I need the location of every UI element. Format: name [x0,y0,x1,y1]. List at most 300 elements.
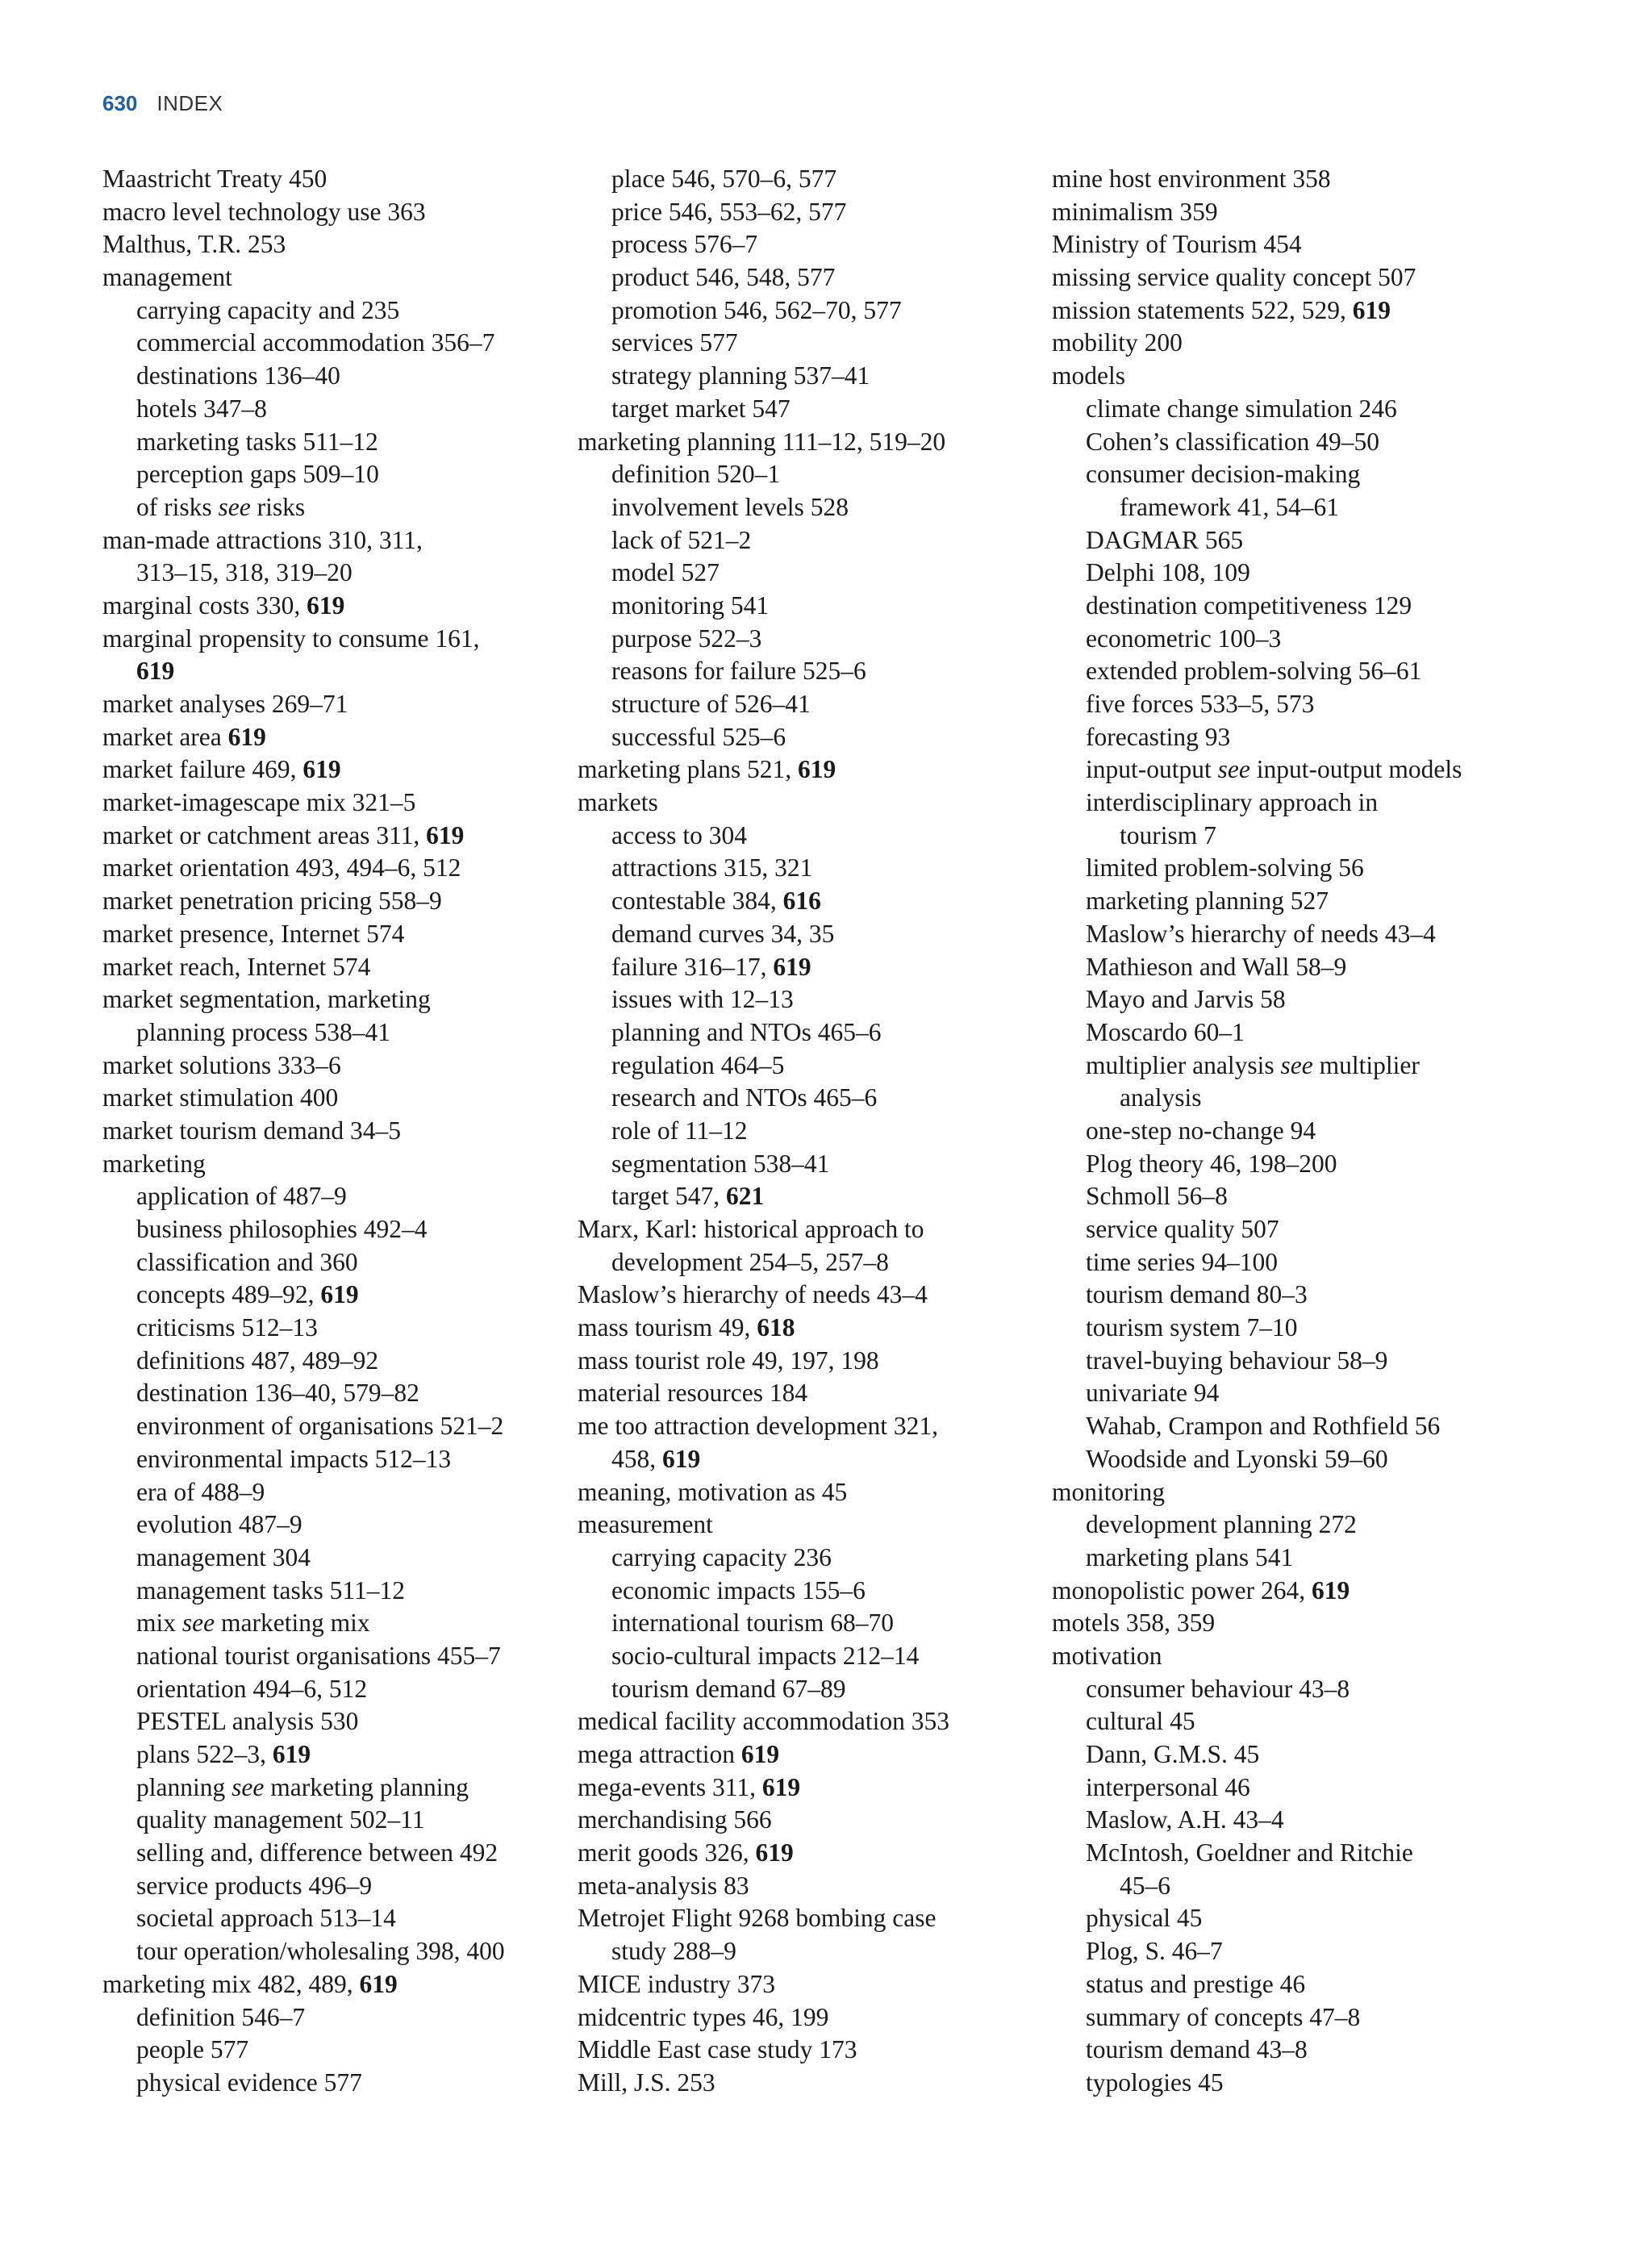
index-subentry [102,1673,554,1706]
index-subentry [578,327,1029,360]
index-subentry [102,1213,554,1246]
entry-text: product 546, 548, 577 [611,263,836,292]
index-column-1 [102,163,554,2100]
index-subentry [1052,2034,1536,2067]
index-entry [1052,1640,1536,1673]
index-subentry [578,1049,1029,1083]
index-subentry [1052,524,1536,557]
entry-text: evolution 487–9 [136,1510,302,1539]
entry-text: meaning, motivation as 45 [578,1477,848,1506]
entry-text: Malthus, T.R. 253 [102,230,286,259]
entry-text: five forces 533–5, 573 [1086,690,1315,718]
see-reference: see [218,492,251,521]
index-subentry [578,1935,1029,1968]
index-entry [102,524,554,557]
bold-page-ref: 619 [136,657,175,686]
entry-text: commercial accommodation 356–7 [136,328,495,357]
entry-text: cultural 45 [1086,1707,1195,1736]
index-subentry [578,1082,1029,1115]
index-subentry [102,1180,554,1213]
entry-text: man-made attractions 310, 311, [102,525,423,554]
entry-text: market area [102,722,228,751]
entry-text: motivation [1052,1641,1162,1670]
see-reference: see [232,1772,265,1801]
entry-text: input-output [1086,755,1218,784]
entry-text: mine host environment 358 [1052,165,1331,193]
index-subentry [102,393,554,426]
entry-text: marketing planning 111–12, 519–20 [578,427,946,456]
index-subentry [1052,1673,1536,1706]
entry-text: marketing planning [264,1772,469,1801]
entry-text: physical evidence 577 [136,2068,362,2097]
bold-page-ref: 619 [359,1969,398,1998]
entry-text: socio-cultural impacts 212–14 [611,1641,920,1670]
index-subentry [1052,721,1536,754]
index-subentry [102,2001,554,2034]
entry-text: Woodside and Lyonski 59–60 [1086,1444,1388,1473]
entry-text: Maslow’s hierarchy of needs 43–4 [1086,919,1436,948]
running-head: INDEX [156,90,223,115]
entry-text: orientation 494–6, 512 [136,1674,368,1703]
index-subentry [1052,1508,1536,1542]
entry-text: segmentation 538–41 [611,1149,830,1178]
index-entry [102,196,554,229]
index-subentry [1052,1837,1536,1870]
entry-text: tourism demand 43–8 [1086,2035,1308,2064]
entry-text: monitoring 541 [611,590,770,620]
entry-text: definition 520–1 [611,460,781,489]
entry-text: concepts 489–92, [136,1280,321,1309]
entry-text: tourism demand 80–3 [1086,1280,1308,1309]
entry-text: target 547, [611,1182,727,1211]
index-entry [102,590,554,623]
entry-text: consumer decision-making [1086,460,1361,489]
index-entry [102,787,554,820]
index-subentry [578,1246,1029,1279]
index-entry [102,1049,554,1083]
entry-text: market reach, Internet 574 [102,952,371,981]
index-entry [102,1115,554,1148]
entry-text: status and prestige 46 [1086,1969,1306,1998]
entry-text: summary of concepts 47–8 [1086,2002,1361,2031]
entry-text: mass tourism 49, [578,1313,757,1342]
index-entry [578,1738,1029,1771]
index-subentry [578,261,1029,294]
index-entry [1052,196,1536,229]
entry-text: definitions 487, 489–92 [136,1346,379,1375]
entry-text: marketing plans 541 [1086,1542,1294,1571]
entry-text: carrying capacity and 235 [136,295,400,324]
entry-text: reasons for failure 525–6 [611,657,866,686]
entry-text: destination 136–40, 579–82 [136,1379,419,1408]
index-entry [578,1213,1029,1246]
entry-text: destinations 136–40 [136,361,340,390]
entry-text: management 304 [136,1542,311,1571]
index-entry [578,1705,1029,1738]
entry-text: McIntosh, Goeldner and Ritchie [1086,1838,1413,1867]
entry-text: market tourism demand 34–5 [102,1116,402,1145]
index-subentry [578,1575,1029,1608]
entry-text: market or catchment areas 311, [102,820,427,849]
index-subentry [1052,918,1536,951]
index-subentry [1052,557,1536,590]
entry-text: markets [578,788,658,817]
entry-text: Ministry of Tourism 454 [1052,230,1302,259]
index-subentry [1052,1771,1536,1805]
entry-text: Plog, S. 46–7 [1086,1937,1223,1966]
entry-text: measurement [578,1510,713,1539]
index-subentry [102,426,554,459]
entry-text: market orientation 493, 494–6, 512 [102,853,461,883]
index-entry [578,1312,1029,1345]
bold-page-ref: 619 [307,590,345,620]
index-subentry [102,1804,554,1837]
entry-text: place 546, 570–6, 577 [611,165,837,193]
index-subentry [578,1640,1029,1673]
index-entry [1052,261,1536,294]
index-subentry [578,393,1029,426]
index-entry [578,1508,1029,1542]
index-entry [578,2067,1029,2100]
index-subentry [1052,1705,1536,1738]
entry-text: time series 94–100 [1086,1247,1278,1276]
entry-text: material resources 184 [578,1379,808,1408]
index-subentry [102,1345,554,1378]
entry-text: purpose 522–3 [611,624,762,653]
entry-text: era of 488–9 [136,1477,265,1506]
index-subentry [102,1870,554,1903]
entry-text: interpersonal 46 [1086,1772,1250,1801]
entry-text: Maastricht Treaty 450 [102,165,327,193]
index-entry [578,2034,1029,2067]
index-entry [1052,163,1536,196]
entry-text: development planning 272 [1086,1510,1357,1539]
index-subentry [102,360,554,393]
entry-text: consumer behaviour 43–8 [1086,1674,1350,1703]
index-subentry [1052,1016,1536,1049]
entry-text: Maslow’s hierarchy of needs 43–4 [578,1280,928,1309]
index-subentry [1052,1312,1536,1345]
entry-text: national tourist organisations 455–7 [136,1641,501,1670]
entry-text: criticisms 512–13 [136,1313,318,1342]
index-entry [1052,1575,1536,1608]
entry-text: application of 487–9 [136,1182,347,1211]
entry-text: tour operation/wholesaling 398, 400 [136,1937,505,1966]
index-entry [102,753,554,787]
entry-text: DAGMAR 565 [1086,525,1244,554]
bold-page-ref: 616 [782,887,821,916]
index-subentry [1052,951,1536,984]
entry-text: management tasks 511–12 [136,1575,406,1604]
entry-text: one-step no-change 94 [1086,1116,1316,1145]
index-entry [102,1148,554,1181]
index-column-2 [578,163,1029,2100]
index-entry [578,1837,1029,1870]
index-subentry [578,983,1029,1016]
bold-page-ref: 619 [320,1280,359,1309]
index-subentry [102,1443,554,1476]
index-entry [102,721,554,754]
entry-text: environmental impacts 512–13 [136,1444,452,1473]
index-entry [578,1870,1029,1903]
index-subentry [1052,1345,1536,1378]
index-subentry [1052,1410,1536,1443]
index-subentry [578,951,1029,984]
entry-text: process 576–7 [611,230,758,259]
entry-text: marginal propensity to consume 161, [102,624,480,653]
entry-text: hotels 347–8 [136,394,267,423]
index-subentry [1052,820,1536,853]
entry-text: MICE industry 373 [578,1969,776,1998]
index-subentry [1052,393,1536,426]
index-subentry [578,1148,1029,1181]
entry-text: services 577 [611,328,738,357]
entry-text: selling and, difference between 492 [136,1838,499,1867]
bold-page-ref: 619 [1311,1575,1350,1604]
entry-text: macro level technology use 363 [102,197,426,226]
entry-text: multiplier [1312,1050,1420,1079]
index-subentry [1052,623,1536,656]
entry-text: marginal costs 330, [102,590,307,620]
index-subentry [578,1180,1029,1213]
page-number: 630 [102,90,138,115]
index-entry [102,623,554,656]
entry-text: international tourism 68–70 [611,1609,894,1638]
index-subentry [1052,1738,1536,1771]
index-subentry [578,1443,1029,1476]
entry-text: planning and NTOs 465–6 [611,1017,882,1046]
entry-text: climate change simulation 246 [1086,394,1397,423]
entry-text: definition 546–7 [136,2002,306,2031]
index-subentry [102,1476,554,1509]
entry-text: study 288–9 [611,1937,736,1966]
entry-text: Maslow, A.H. 43–4 [1086,1805,1284,1834]
bold-page-ref: 619 [761,1772,801,1801]
index-subentry [102,1902,554,1935]
index-entry [578,1476,1029,1509]
bold-page-ref: 621 [726,1182,765,1211]
index-entry [578,787,1029,820]
entry-text: marketing mix 482, 489, [102,1969,360,1998]
index-subentry [102,2067,554,2100]
see-reference: see [1280,1050,1313,1079]
index-subentry [578,885,1029,918]
entry-text: analysis [1120,1083,1202,1112]
index-subentry [102,1312,554,1345]
entry-text: typologies 45 [1086,2068,1224,2097]
index-subentry [1052,753,1536,787]
index-entry [102,951,554,984]
page-header [102,87,223,119]
index-subentry [102,1935,554,1968]
index-subentry [1052,1935,1536,1968]
index-subentry [102,458,554,491]
entry-text: regulation 464–5 [611,1050,785,1079]
index-subentry [102,491,554,524]
entry-text: Mayo and Jarvis 58 [1086,985,1286,1014]
index-subentry [578,852,1029,885]
entry-text: environment of organisations 521–2 [136,1412,504,1441]
index-entry [1052,327,1536,360]
entry-text: marketing tasks 511–12 [136,427,378,456]
index-entry [578,1410,1029,1443]
entry-text: Delphi 108, 109 [1086,558,1250,587]
entry-text: tourism 7 [1120,820,1216,849]
bold-page-ref: 619 [302,755,341,784]
entry-text: Metrojet Flight 9268 bombing case [578,1904,937,1933]
index-subentry [1052,852,1536,885]
entry-text: univariate 94 [1086,1379,1220,1408]
index-entry [1052,1476,1536,1509]
index-entry [102,261,554,294]
index-entry [578,1279,1029,1312]
entry-text: access to 304 [611,820,747,849]
entry-text: monopolistic power 264, [1052,1575,1312,1604]
index-entry [578,1902,1029,1935]
index-subentry [1052,590,1536,623]
bold-page-ref: 619 [740,1740,780,1768]
bold-page-ref: 619 [272,1740,311,1768]
index-subentry [102,557,554,590]
index-subentry [1052,1246,1536,1279]
index-subentry [1052,1279,1536,1312]
entry-text: mega attraction [578,1740,741,1768]
bold-page-ref: 619 [662,1444,701,1473]
entry-text: 313–15, 318, 319–20 [136,558,353,587]
entry-text: framework 41, 54–61 [1120,492,1340,521]
entry-text: Schmoll 56–8 [1086,1182,1228,1211]
entry-text: market analyses 269–71 [102,690,348,718]
entry-text: development 254–5, 257–8 [611,1247,889,1276]
entry-text: minimalism 359 [1052,197,1218,226]
entry-text: models [1052,361,1125,390]
entry-text: failure 316–17, [611,952,774,981]
entry-text: travel-buying behaviour 58–9 [1086,1346,1388,1375]
index-entry [578,753,1029,787]
entry-text: Mill, J.S. 253 [578,2068,715,2097]
entry-text: Dann, G.M.S. 45 [1086,1740,1260,1768]
entry-text: risks [250,492,306,521]
entry-text: market solutions 333–6 [102,1050,341,1079]
index-subentry [578,196,1029,229]
entry-text: me too attraction development 321, [578,1412,938,1441]
entry-text: research and NTOs 465–6 [611,1083,878,1112]
entry-text: successful 525–6 [611,722,786,751]
index-subentry [578,294,1029,328]
entry-text: 45–6 [1120,1871,1170,1900]
bold-page-ref: 619 [797,755,836,784]
entry-text: lack of 521–2 [611,525,752,554]
entry-text: plans 522–3, [136,1740,273,1768]
index-subentry [102,327,554,360]
index-entry [102,1082,554,1115]
entry-text: tourism system 7–10 [1086,1313,1298,1342]
entry-text: management [102,263,232,292]
entry-text: demand curves 34, 35 [611,919,835,948]
entry-text: structure of 526–41 [611,690,811,718]
index-subentry [1052,983,1536,1016]
index-entry [102,820,554,853]
entry-text: model 527 [611,558,720,587]
entry-text: mass tourist role 49, 197, 198 [578,1346,879,1375]
entry-text: promotion 546, 562–70, 577 [611,295,902,324]
entry-text: monitoring [1052,1477,1165,1506]
index-entry [578,1968,1029,2001]
index-subentry [578,721,1029,754]
index-subentry [1052,2067,1536,2100]
entry-text: people 577 [136,2035,249,2064]
entry-text: price 546, 553–62, 577 [611,197,847,226]
bold-page-ref: 619 [1352,295,1391,324]
index-entry [578,1345,1029,1378]
entry-text: economic impacts 155–6 [611,1575,866,1604]
index-column-3 [1052,163,1536,2100]
index-subentry [1052,1804,1536,1837]
index-entry [102,852,554,885]
index-subentry [578,557,1029,590]
index-subentry [1052,1443,1536,1476]
index-subentry [578,590,1029,623]
index-subentry [102,1542,554,1575]
index-entry [1052,360,1536,393]
index-subentry [102,1640,554,1673]
index-entry [102,1968,554,2001]
entry-text: market penetration pricing 558–9 [102,887,442,916]
index-subentry [1052,688,1536,721]
entry-text: mission statements 522, 529, [1052,295,1353,324]
index-subentry [102,1410,554,1443]
entry-text: forecasting 93 [1086,722,1231,751]
entry-text: PESTEL analysis 530 [136,1707,359,1736]
index-entry [578,426,1029,459]
entry-text: limited problem-solving 56 [1086,853,1364,883]
entry-text: contestable 384, [611,887,783,916]
entry-text: market-imagescape mix 321–5 [102,788,416,817]
index-subentry [578,820,1029,853]
bold-page-ref: 619 [227,722,266,751]
entry-text: marketing [102,1149,206,1178]
index-subentry [102,1771,554,1805]
index-subentry [102,1279,554,1312]
index-subentry [1052,655,1536,688]
index-subentry [578,655,1029,688]
entry-text: marketing planning 527 [1086,887,1329,916]
index-subentry [578,360,1029,393]
entry-text: destination competitiveness 129 [1086,590,1412,620]
index-subentry [1052,1213,1536,1246]
index-subentry [578,1542,1029,1575]
index-subentry [578,688,1029,721]
entry-text: mega-events 311, [578,1772,762,1801]
bold-page-ref: 619 [773,952,811,981]
entry-text: Marx, Karl: historical approach to [578,1215,924,1243]
entry-text: missing service quality concept 507 [1052,263,1416,292]
entry-text: mobility 200 [1052,328,1183,357]
entry-text: classification and 360 [136,1247,358,1276]
entry-text: societal approach 513–14 [136,1904,396,1933]
index-entry [1052,1607,1536,1640]
entry-text: perception gaps 509–10 [136,460,379,489]
entry-text: market failure 469, [102,755,303,784]
entry-text: marketing plans 521, [578,755,798,784]
entry-text: econometric 100–3 [1086,624,1282,653]
index-subentry [102,1508,554,1542]
index-subentry [1052,1180,1536,1213]
entry-text: service quality 507 [1086,1215,1279,1243]
index-entry [102,983,554,1016]
index-subentry [1052,1870,1536,1903]
index-subentry [1052,458,1536,491]
